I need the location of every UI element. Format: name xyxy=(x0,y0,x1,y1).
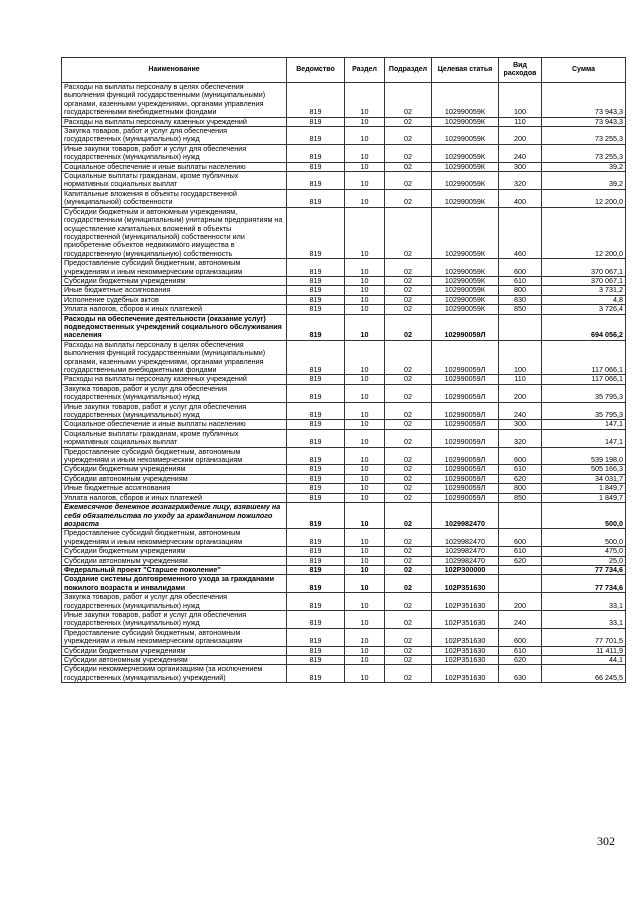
table-row xyxy=(62,593,626,611)
cell-subsection: 02 xyxy=(385,465,432,474)
cell-type: 110 xyxy=(499,117,542,126)
cell-subsection: 02 xyxy=(385,610,432,628)
cell-target: 102P300000 xyxy=(432,565,499,574)
cell-name: Создание системы долговременного ухода за гражданами пожилого возраста и инвалидами xyxy=(62,575,287,593)
header-section: Раздел xyxy=(345,58,385,83)
cell-sum: 35 795,3 xyxy=(542,402,626,420)
cell-type: 600 xyxy=(499,529,542,547)
cell-type: 600 xyxy=(499,259,542,277)
cell-dept: 819 xyxy=(287,286,345,295)
cell-target: 102990059Л xyxy=(432,314,499,340)
table-row xyxy=(62,547,626,556)
cell-type xyxy=(499,503,542,529)
cell-target: 102P351630 xyxy=(432,646,499,655)
cell-section: 10 xyxy=(345,493,385,502)
cell-dept: 819 xyxy=(287,384,345,402)
cell-type: 620 xyxy=(499,656,542,665)
cell-dept: 819 xyxy=(287,484,345,493)
cell-dept: 819 xyxy=(287,420,345,429)
cell-sum: 39,2 xyxy=(542,172,626,190)
table-row xyxy=(62,207,626,258)
cell-name: Закупка товаров, работ и услуг для обеспечения государственных (муниципальных) нужд xyxy=(62,127,287,145)
cell-sum: 11 411,9 xyxy=(542,646,626,655)
cell-name: Капитальные вложения в объекты государственной (муниципальной) собственности xyxy=(62,189,287,207)
cell-subsection: 02 xyxy=(385,340,432,375)
cell-sum: 475,0 xyxy=(542,547,626,556)
cell-section: 10 xyxy=(345,656,385,665)
cell-subsection: 02 xyxy=(385,189,432,207)
cell-section: 10 xyxy=(345,305,385,314)
cell-subsection: 02 xyxy=(385,305,432,314)
cell-section: 10 xyxy=(345,665,385,683)
cell-subsection: 02 xyxy=(385,375,432,384)
cell-dept: 819 xyxy=(287,646,345,655)
cell-dept: 819 xyxy=(287,547,345,556)
cell-target: 102990059Л xyxy=(432,384,499,402)
cell-subsection: 02 xyxy=(385,646,432,655)
cell-dept: 819 xyxy=(287,127,345,145)
cell-name: Предоставление субсидий бюджетным, автономным учреждениям и иным некоммерческим организациям xyxy=(62,447,287,465)
cell-type: 800 xyxy=(499,484,542,493)
table-row xyxy=(62,610,626,628)
cell-subsection: 02 xyxy=(385,276,432,285)
cell-sum: 34 031,7 xyxy=(542,474,626,483)
cell-sum: 147,1 xyxy=(542,420,626,429)
cell-sum: 539 198,0 xyxy=(542,447,626,465)
cell-subsection: 02 xyxy=(385,665,432,683)
header-name: Наименование xyxy=(62,58,287,83)
table-row xyxy=(62,484,626,493)
cell-subsection: 02 xyxy=(385,529,432,547)
cell-sum: 73 943,3 xyxy=(542,83,626,118)
cell-target: 102990059К xyxy=(432,83,499,118)
cell-section: 10 xyxy=(345,429,385,447)
cell-sum: 77 701,5 xyxy=(542,628,626,646)
cell-section: 10 xyxy=(345,474,385,483)
cell-type: 800 xyxy=(499,286,542,295)
cell-dept: 819 xyxy=(287,565,345,574)
cell-sum: 77 734,6 xyxy=(542,575,626,593)
cell-sum: 39,2 xyxy=(542,162,626,171)
cell-name: Иные закупки товаров, работ и услуг для обеспечения государственных (муниципальных) нужд xyxy=(62,402,287,420)
cell-dept: 819 xyxy=(287,556,345,565)
cell-name: Субсидии автономным учреждениям xyxy=(62,474,287,483)
cell-name: Субсидии автономным учреждениям xyxy=(62,656,287,665)
cell-name: Субсидии бюджетным учреждениям xyxy=(62,547,287,556)
cell-subsection: 02 xyxy=(385,656,432,665)
cell-name: Иные закупки товаров, работ и услуг для обеспечения государственных (муниципальных) нужд xyxy=(62,610,287,628)
cell-section: 10 xyxy=(345,402,385,420)
table-row xyxy=(62,189,626,207)
cell-type: 240 xyxy=(499,402,542,420)
cell-sum: 1 849,7 xyxy=(542,493,626,502)
cell-target: 102990059Л xyxy=(432,375,499,384)
cell-type: 300 xyxy=(499,162,542,171)
cell-dept: 819 xyxy=(287,189,345,207)
cell-type: 610 xyxy=(499,547,542,556)
cell-subsection: 02 xyxy=(385,172,432,190)
cell-type: 620 xyxy=(499,556,542,565)
cell-section: 10 xyxy=(345,340,385,375)
cell-target: 1029982470 xyxy=(432,547,499,556)
cell-name: Предоставление субсидий бюджетным, автономным учреждениям и иным некоммерческим организациям xyxy=(62,529,287,547)
cell-type: 100 xyxy=(499,340,542,375)
cell-target: 102990059Л xyxy=(432,484,499,493)
cell-dept: 819 xyxy=(287,314,345,340)
cell-target: 102990059К xyxy=(432,172,499,190)
cell-type: 200 xyxy=(499,384,542,402)
cell-sum: 370 067,1 xyxy=(542,276,626,285)
table-row xyxy=(62,529,626,547)
cell-sum: 25,0 xyxy=(542,556,626,565)
cell-dept: 819 xyxy=(287,305,345,314)
cell-section: 10 xyxy=(345,189,385,207)
cell-section: 10 xyxy=(345,259,385,277)
cell-subsection: 02 xyxy=(385,547,432,556)
table-row xyxy=(62,575,626,593)
cell-target: 102P351630 xyxy=(432,665,499,683)
cell-type: 600 xyxy=(499,447,542,465)
cell-sum: 694 056,2 xyxy=(542,314,626,340)
cell-subsection: 02 xyxy=(385,402,432,420)
cell-name: Закупка товаров, работ и услуг для обеспечения государственных (муниципальных) нужд xyxy=(62,593,287,611)
cell-sum: 117 066,1 xyxy=(542,375,626,384)
cell-subsection: 02 xyxy=(385,420,432,429)
cell-sum: 66 245,5 xyxy=(542,665,626,683)
cell-type xyxy=(499,575,542,593)
cell-dept: 819 xyxy=(287,162,345,171)
cell-sum: 77 734,6 xyxy=(542,565,626,574)
cell-subsection: 02 xyxy=(385,484,432,493)
cell-type xyxy=(499,565,542,574)
header-dept: Ведомство xyxy=(287,58,345,83)
cell-dept: 819 xyxy=(287,503,345,529)
cell-sum: 500,0 xyxy=(542,503,626,529)
cell-type: 200 xyxy=(499,593,542,611)
cell-sum: 73 255,3 xyxy=(542,144,626,162)
cell-section: 10 xyxy=(345,547,385,556)
cell-target: 102990059Л xyxy=(432,420,499,429)
cell-target: 102990059Л xyxy=(432,447,499,465)
cell-target: 102P351630 xyxy=(432,656,499,665)
cell-section: 10 xyxy=(345,610,385,628)
cell-dept: 819 xyxy=(287,144,345,162)
cell-section: 10 xyxy=(345,529,385,547)
cell-section: 10 xyxy=(345,207,385,258)
cell-type xyxy=(499,314,542,340)
cell-sum: 3 726,4 xyxy=(542,305,626,314)
cell-name: Уплата налогов, сборов и иных платежей xyxy=(62,493,287,502)
cell-sum: 73 943,3 xyxy=(542,117,626,126)
cell-name: Расходы на обеспечение деятельности (оказание услуг) подведомственных учреждений социального обслуживания населения xyxy=(62,314,287,340)
table-row xyxy=(62,127,626,145)
cell-dept: 819 xyxy=(287,172,345,190)
header-target: Целевая статья xyxy=(432,58,499,83)
cell-subsection: 02 xyxy=(385,144,432,162)
cell-name: Социальное обеспечение и иные выплаты населению xyxy=(62,420,287,429)
cell-target: 102990059К xyxy=(432,207,499,258)
table-row xyxy=(62,402,626,420)
cell-target: 102990059Л xyxy=(432,474,499,483)
cell-target: 102990059Л xyxy=(432,402,499,420)
cell-name: Федеральный проект "Старшее поколение" xyxy=(62,565,287,574)
cell-section: 10 xyxy=(345,117,385,126)
table-row xyxy=(62,375,626,384)
cell-dept: 819 xyxy=(287,429,345,447)
cell-name: Предоставление субсидий бюджетным, автономным учреждениям и иным некоммерческим организациям xyxy=(62,259,287,277)
cell-subsection: 02 xyxy=(385,117,432,126)
cell-type: 600 xyxy=(499,628,542,646)
cell-section: 10 xyxy=(345,484,385,493)
cell-section: 10 xyxy=(345,172,385,190)
cell-name: Расходы на выплаты персоналу казенных учреждений xyxy=(62,375,287,384)
cell-dept: 819 xyxy=(287,259,345,277)
table-row xyxy=(62,447,626,465)
cell-type: 850 xyxy=(499,493,542,502)
cell-target: 102990059К xyxy=(432,127,499,145)
cell-section: 10 xyxy=(345,628,385,646)
cell-target: 102990059К xyxy=(432,162,499,171)
cell-name: Иные бюджетные ассигнования xyxy=(62,484,287,493)
cell-sum: 44,1 xyxy=(542,656,626,665)
cell-name: Расходы на выплаты персоналу казенных учреждений xyxy=(62,117,287,126)
cell-section: 10 xyxy=(345,314,385,340)
cell-section: 10 xyxy=(345,144,385,162)
cell-type: 620 xyxy=(499,474,542,483)
cell-target: 102990059К xyxy=(432,305,499,314)
cell-subsection: 02 xyxy=(385,493,432,502)
table-row xyxy=(62,314,626,340)
cell-subsection: 02 xyxy=(385,474,432,483)
cell-section: 10 xyxy=(345,593,385,611)
cell-name: Иные бюджетные ассигнования xyxy=(62,286,287,295)
cell-target: 102990059Л xyxy=(432,493,499,502)
cell-type: 320 xyxy=(499,172,542,190)
table-row xyxy=(62,305,626,314)
cell-subsection: 02 xyxy=(385,565,432,574)
cell-type: 320 xyxy=(499,429,542,447)
cell-type: 830 xyxy=(499,295,542,304)
cell-subsection: 02 xyxy=(385,83,432,118)
table-row xyxy=(62,628,626,646)
cell-name: Социальное обеспечение и иные выплаты населению xyxy=(62,162,287,171)
cell-sum: 147,1 xyxy=(542,429,626,447)
cell-sum: 12 200,0 xyxy=(542,189,626,207)
cell-type: 460 xyxy=(499,207,542,258)
cell-subsection: 02 xyxy=(385,259,432,277)
cell-dept: 819 xyxy=(287,375,345,384)
cell-target: 102990059Л xyxy=(432,340,499,375)
header-sum: Сумма xyxy=(542,58,626,83)
cell-target: 1029982470 xyxy=(432,556,499,565)
cell-subsection: 02 xyxy=(385,593,432,611)
cell-section: 10 xyxy=(345,646,385,655)
cell-subsection: 02 xyxy=(385,314,432,340)
cell-section: 10 xyxy=(345,556,385,565)
cell-target: 102990059Л xyxy=(432,429,499,447)
cell-target: 102P351630 xyxy=(432,610,499,628)
cell-subsection: 02 xyxy=(385,286,432,295)
cell-subsection: 02 xyxy=(385,447,432,465)
cell-target: 1029982470 xyxy=(432,529,499,547)
cell-name: Расходы на выплаты персоналу в целях обеспечения выполнения функций государственными (муниципальными) органами, казенными учреждениями, органами управления государственными внебюджетными фондами xyxy=(62,340,287,375)
header-type: Вид расходов xyxy=(499,58,542,83)
table-row xyxy=(62,465,626,474)
cell-subsection: 02 xyxy=(385,384,432,402)
cell-section: 10 xyxy=(345,295,385,304)
cell-target: 102P351630 xyxy=(432,628,499,646)
page-number: 302 xyxy=(597,834,615,848)
cell-dept: 819 xyxy=(287,207,345,258)
cell-dept: 819 xyxy=(287,402,345,420)
cell-dept: 819 xyxy=(287,575,345,593)
table-header-row xyxy=(62,58,626,83)
table-row xyxy=(62,420,626,429)
cell-target: 102990059К xyxy=(432,259,499,277)
cell-subsection: 02 xyxy=(385,127,432,145)
cell-section: 10 xyxy=(345,375,385,384)
cell-section: 10 xyxy=(345,465,385,474)
cell-target: 102990059К xyxy=(432,286,499,295)
cell-name: Субсидии автономным учреждениям xyxy=(62,556,287,565)
table-row xyxy=(62,429,626,447)
cell-target: 102990059Л xyxy=(432,465,499,474)
cell-name: Закупка товаров, работ и услуг для обеспечения государственных (муниципальных) нужд xyxy=(62,384,287,402)
cell-sum: 12 200,0 xyxy=(542,207,626,258)
cell-subsection: 02 xyxy=(385,556,432,565)
cell-subsection: 02 xyxy=(385,207,432,258)
table-row xyxy=(62,665,626,683)
table-row xyxy=(62,83,626,118)
cell-subsection: 02 xyxy=(385,628,432,646)
cell-dept: 819 xyxy=(287,593,345,611)
cell-dept: 819 xyxy=(287,529,345,547)
cell-dept: 819 xyxy=(287,447,345,465)
cell-dept: 819 xyxy=(287,656,345,665)
cell-dept: 819 xyxy=(287,665,345,683)
cell-sum: 4,8 xyxy=(542,295,626,304)
cell-subsection: 02 xyxy=(385,295,432,304)
cell-type: 850 xyxy=(499,305,542,314)
table-row xyxy=(62,144,626,162)
cell-section: 10 xyxy=(345,286,385,295)
budget-table xyxy=(61,57,626,683)
table-row xyxy=(62,340,626,375)
cell-name: Субсидии бюджетным учреждениям xyxy=(62,646,287,655)
cell-section: 10 xyxy=(345,565,385,574)
cell-section: 10 xyxy=(345,162,385,171)
cell-sum: 3 731,2 xyxy=(542,286,626,295)
cell-sum: 35 795,3 xyxy=(542,384,626,402)
cell-type: 610 xyxy=(499,465,542,474)
cell-sum: 73 255,3 xyxy=(542,127,626,145)
cell-target: 102990059К xyxy=(432,276,499,285)
cell-name: Субсидии бюджетным и автономным учреждениям, государственным (муниципальным) унитарным предприятиям на осуществление капитальных вложений в объекты государственной (муниципальной) собственности или приобретение объектов недвижимого имущества в государственную (муниципальную) собственность xyxy=(62,207,287,258)
cell-sum: 1 849,7 xyxy=(542,484,626,493)
table-row xyxy=(62,286,626,295)
cell-subsection: 02 xyxy=(385,429,432,447)
cell-dept: 819 xyxy=(287,295,345,304)
table-row xyxy=(62,172,626,190)
cell-name: Субсидии бюджетным учреждениям xyxy=(62,465,287,474)
cell-name: Социальные выплаты гражданам, кроме публичных нормативных социальных выплат xyxy=(62,172,287,190)
cell-target: 102990059К xyxy=(432,144,499,162)
cell-target: 102990059К xyxy=(432,189,499,207)
cell-sum: 117 066,1 xyxy=(542,340,626,375)
cell-type: 240 xyxy=(499,144,542,162)
cell-subsection: 02 xyxy=(385,162,432,171)
cell-dept: 819 xyxy=(287,610,345,628)
cell-name: Предоставление субсидий бюджетным, автономным учреждениям и иным некоммерческим организациям xyxy=(62,628,287,646)
cell-section: 10 xyxy=(345,420,385,429)
cell-target: 1029982470 xyxy=(432,503,499,529)
header-subsection: Подраздел xyxy=(385,58,432,83)
cell-name: Субсидии некоммерческим организациям (за исключением государственных (муниципальных) учреждений) xyxy=(62,665,287,683)
cell-section: 10 xyxy=(345,384,385,402)
table-row xyxy=(62,259,626,277)
cell-dept: 819 xyxy=(287,340,345,375)
cell-dept: 819 xyxy=(287,628,345,646)
cell-dept: 819 xyxy=(287,117,345,126)
cell-name: Субсидии бюджетным учреждениям xyxy=(62,276,287,285)
cell-section: 10 xyxy=(345,83,385,118)
cell-name: Исполнение судебных актов xyxy=(62,295,287,304)
cell-name: Иные закупки товаров, работ и услуг для обеспечения государственных (муниципальных) нужд xyxy=(62,144,287,162)
cell-section: 10 xyxy=(345,503,385,529)
table-body xyxy=(62,83,626,683)
cell-type: 300 xyxy=(499,420,542,429)
cell-name: Ежемесячное денежное вознаграждение лицу, взявшему на себя обязательства по уходу за гражданином пожилого возраста xyxy=(62,503,287,529)
cell-sum: 33,1 xyxy=(542,593,626,611)
cell-dept: 819 xyxy=(287,493,345,502)
cell-section: 10 xyxy=(345,276,385,285)
cell-name: Уплата налогов, сборов и иных платежей xyxy=(62,305,287,314)
cell-type: 240 xyxy=(499,610,542,628)
cell-type: 400 xyxy=(499,189,542,207)
cell-type: 100 xyxy=(499,83,542,118)
cell-dept: 819 xyxy=(287,474,345,483)
cell-name: Социальные выплаты гражданам, кроме публичных нормативных социальных выплат xyxy=(62,429,287,447)
cell-subsection: 02 xyxy=(385,575,432,593)
cell-name: Расходы на выплаты персоналу в целях обеспечения выполнения функций государственными (муниципальными) органами, казенными учреждениями, органами управления государственными внебюджетными фондами xyxy=(62,83,287,118)
cell-type: 630 xyxy=(499,665,542,683)
cell-target: 102990059К xyxy=(432,295,499,304)
cell-section: 10 xyxy=(345,447,385,465)
cell-sum: 500,0 xyxy=(542,529,626,547)
table-row xyxy=(62,384,626,402)
cell-type: 110 xyxy=(499,375,542,384)
cell-dept: 819 xyxy=(287,83,345,118)
cell-type: 200 xyxy=(499,127,542,145)
cell-target: 102990059К xyxy=(432,117,499,126)
table-row xyxy=(62,503,626,529)
cell-sum: 370 067,1 xyxy=(542,259,626,277)
cell-type: 610 xyxy=(499,276,542,285)
cell-type: 610 xyxy=(499,646,542,655)
cell-dept: 819 xyxy=(287,276,345,285)
cell-dept: 819 xyxy=(287,465,345,474)
cell-target: 102P351630 xyxy=(432,593,499,611)
cell-target: 102P351630 xyxy=(432,575,499,593)
cell-sum: 33,1 xyxy=(542,610,626,628)
cell-section: 10 xyxy=(345,575,385,593)
cell-sum: 505 166,3 xyxy=(542,465,626,474)
cell-section: 10 xyxy=(345,127,385,145)
cell-subsection: 02 xyxy=(385,503,432,529)
